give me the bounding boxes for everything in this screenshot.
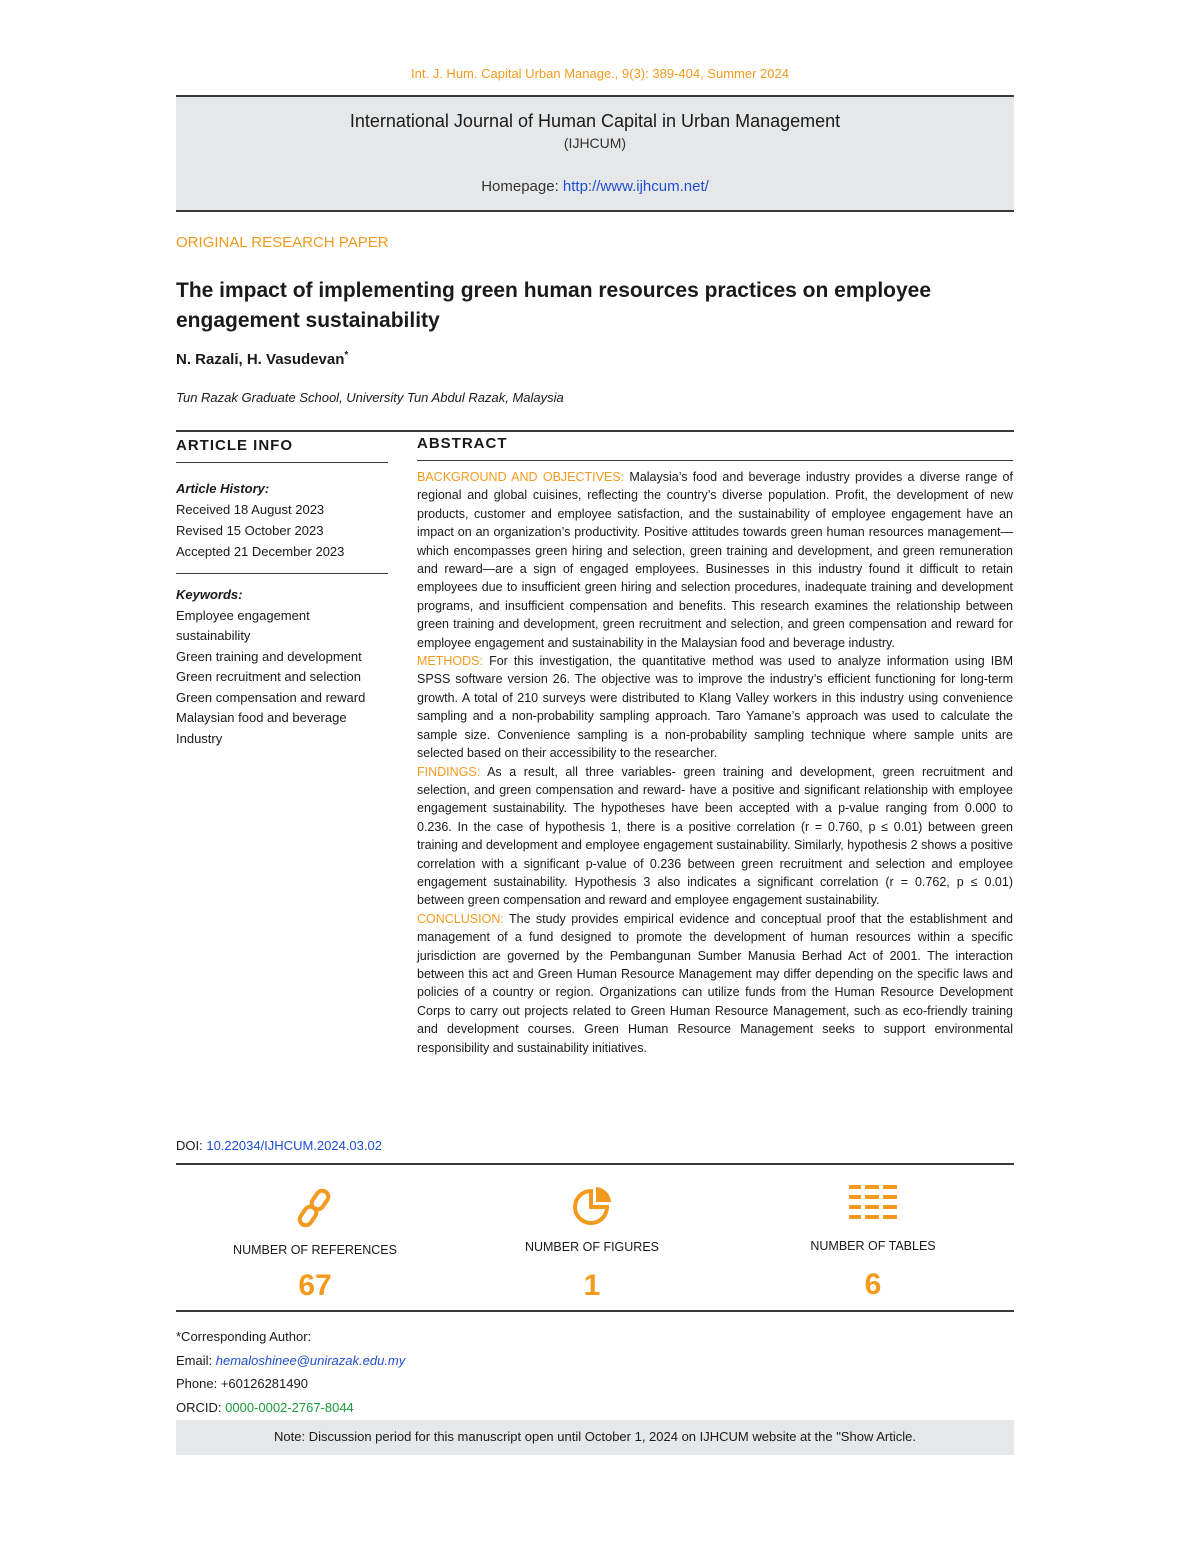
abstract-background [417,468,1013,652]
abstract-body [417,468,1013,1057]
journal-header-box [176,95,1014,212]
tables-value: 6 [864,1268,882,1301]
homepage-label: Homepage: [481,178,563,195]
orcid-line [176,1396,405,1420]
phone-value: +60126281490 [220,1376,308,1391]
stat-references [185,1243,445,1303]
stat-tables [743,1239,1003,1302]
keyword-item: Employee engagement sustainability [176,607,310,643]
doi-link[interactable]: 10.22034/IJHCUM.2024.03.02 [206,1138,382,1153]
abstract-methods [417,652,1013,762]
abstract-divider [417,460,1013,461]
orcid-label: ORCID: [176,1399,226,1415]
table-icon [849,1185,897,1227]
corresponding-author-mark: * [344,350,349,361]
references-value: 67 [298,1269,332,1302]
journal-abbreviation: (IJHCUM) [563,135,627,151]
methods-label: METHODS: [417,654,483,669]
methods-text: For this investigation, the quantitative method was used to analyze information using IBM SPSS software version 26. The objective was to improve the industry’s efficient functioning for long-term growth. A total of 210 surveys were distributed to Klang Valley workers in this industry using convenience sampling and a non-probability sampling approach. Taro Yamane’s approach was used to calculate the sample size. Convenience sampling is a non-probability sampling technique where sample units are selected based on their accessibility to the researcher. [417,654,1013,761]
pie-chart-icon [571,1185,615,1227]
references-label: NUMBER OF REFERENCES [233,1243,397,1257]
author-names: N. Razali, H. Vasudevan [176,351,345,368]
abstract-findings [417,763,1013,910]
background-text: Malaysia’s food and beverage industry provides a diverse range of regional and global cuisines, reflecting the country’s diverse population. Profit, the development of new products, customer and employee satisfaction, and the sustainability of employee engagement have an impact on an organization’s productivity. Positive attitudes towards green human resources management—which encompasses green hiring and selection, green training and development, and green remuneration and reward—are a sign of engaged employees. Businesses in this industry found it difficult to retain employees due to insufficient green hiring and selection procedures, inadequate training and development programs, and insufficient compensation and benefits. This research examines the relationship between green training and development, green recruitment and selection, and green compensation and reward for employee engagement and sustainability in the Malaysian food and beverage industry. [417,470,1013,650]
keyword-item: Green training and development [176,648,362,664]
phone-label: Phone: [176,1376,221,1391]
stats-bottom-divider [176,1310,1014,1312]
background-label: BACKGROUND AND OBJECTIVES: [417,470,625,484]
keywords [176,585,396,749]
journal-title: International Journal of Human Capital in Urban Management [349,111,841,131]
tables-label: NUMBER OF TABLES [810,1239,936,1253]
figures-label: NUMBER OF FIGURES [524,1240,660,1254]
abstract-conclusion [417,910,1013,1057]
email-link[interactable]: hemaloshinee@unirazak.edu.my [215,1352,406,1368]
keyword-item: Green compensation and reward [176,689,366,705]
doi [176,1138,382,1153]
phone-line [176,1372,405,1396]
section-divider [176,430,1014,432]
article-info-heading: ARTICLE INFO [176,437,293,454]
keywords-label: Keywords: [176,587,243,602]
email-label: Email: [176,1352,216,1368]
email-line [176,1349,405,1373]
corresponding-author [176,1325,405,1419]
keyword-item: Malaysian food and beverage Industry [176,710,347,746]
paper-title: The impact of implementing green human resources practices on employee engagement sustainability [176,279,932,332]
keyword-item: Green recruitment and selection [176,669,361,684]
affiliation: Tun Razak Graduate School, University Tun Abdul Razak, Malaysia [176,390,564,405]
stats-top-divider [176,1163,1014,1165]
paper-type: ORIGINAL RESEARCH PAPER [176,234,389,251]
authors [176,350,348,368]
corresponding-heading: *Corresponding Author: [176,1329,312,1344]
homepage-link[interactable]: http://www.ijhcum.net/ [562,178,709,195]
findings-text: As a result, all three variables- green training and development, green recruitment and selection, and green compensation and reward- have a positive and significant relationship with employee engagement sustainability. The hypotheses have been accepted with a p-value ranging from 0.000 to 0.236. In the case of hypothesis 1, there is a positive correlation (r = 0.760, p ≤ 0.01) between green training and development and employee engagement sustainability. Similarly, hypothesis 2 shows a positive correlation with a significant p-value of 0.236 between green recruitment and selection and employee engagement sustainability. Hypothesis 3 also indicates a significant correlation (r = 0.762, p ≤ 0.01) between green compensation and reward and employee engagement sustainability. [417,764,1013,908]
journal-homepage [176,178,1014,195]
conclusion-text: The study provides empirical evidence and conceptual proof that the establishment and management of a fund designed to promote the development of human resources within a specific jurisdiction are governed by the Pembangunan Sumber Manusia Berhad Act of 2001. The interaction between this act and Green Human Resource Management may differ depending on the specific laws and policies of a country or region. Organizations can utilize funds from the Human Resource Development Corps to carry out projects related to Green Human Resource Management, such as eco-friendly training and development courses. Green Human Resource Management seeks to support environmental responsibility and sustainability initiatives. [417,911,1013,1055]
conclusion-label: CONCLUSION: [417,911,504,926]
running-head: Int. J. Hum. Capital Urban Manage., 9(3): 389-404, Summer 2024 [411,66,789,81]
history-label: Article History: [176,481,270,496]
received-date: Received 18 August 2023 [176,502,325,517]
article-history [176,478,391,562]
revised-date: Revised 15 October 2023 [176,523,324,538]
doi-label: DOI: [176,1138,207,1153]
discussion-note: Note: Discussion period for this manuscript open until October 1, 2024 on IJHCUM website at the "Show Article. [176,1420,1014,1455]
history-divider [176,573,388,574]
link-icon [295,1186,335,1230]
accepted-date: Accepted 21 December 2023 [176,544,345,559]
stat-figures [462,1240,722,1303]
orcid-link[interactable]: 0000-0002-2767-8044 [225,1399,354,1415]
info-divider [176,462,388,463]
figures-value: 1 [583,1269,601,1302]
abstract-heading: ABSTRACT [417,435,508,452]
findings-label: FINDINGS: [417,764,481,779]
